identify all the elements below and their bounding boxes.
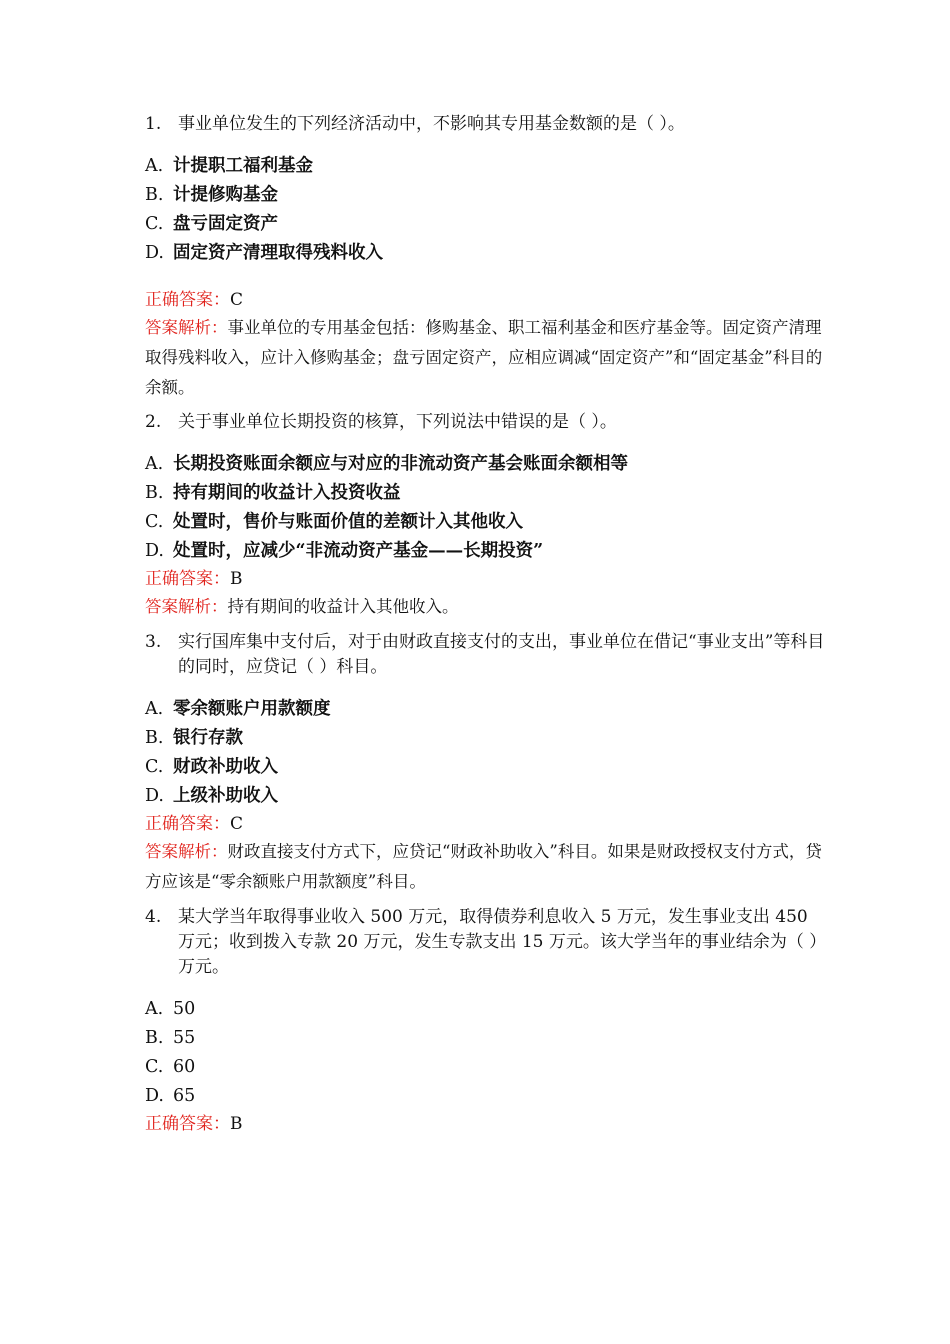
option-b: B. 持有期间的收益计入投资收益	[145, 483, 401, 503]
document-page	[145, 112, 825, 1137]
explanation-label: 答案解析：	[145, 842, 228, 861]
option-d: D. 固定资产清理取得残料收入	[145, 243, 383, 263]
answer-value: B	[230, 1114, 243, 1134]
answer-explanation	[145, 592, 825, 622]
question-block-2	[145, 410, 825, 622]
answer-value: B	[230, 569, 243, 589]
option-b: B. 银行存款	[145, 728, 243, 748]
correct-answer	[145, 1111, 825, 1137]
answer-explanation	[145, 837, 825, 897]
option-a: A. 50	[145, 999, 196, 1019]
option-b: B. 55	[145, 1028, 196, 1048]
correct-answer	[145, 811, 825, 837]
question-block-3	[145, 630, 825, 897]
option-d: D. 处置时，应减少“非流动资产基金——长期投资”	[145, 541, 544, 561]
question-block-1	[145, 112, 825, 403]
answer-explanation	[145, 313, 825, 403]
option-b: B. 计提修购基金	[145, 185, 278, 205]
option-a: A. 零余额账户用款额度	[145, 699, 331, 719]
question-text: 关于事业单位长期投资的核算，下列说法中错误的是（ ）。	[178, 412, 617, 432]
answer-label: 正确答案：	[145, 569, 230, 589]
option-a: A. 长期投资账面余额应与对应的非流动资产基会账面余额相等	[145, 454, 628, 474]
option-d: D. 上级补助收入	[145, 786, 278, 806]
question-text: 事业单位发生的下列经济活动中，不影响其专用基金数额的是（ ）。	[178, 114, 685, 134]
explanation-text: 持有期间的收益计入其他收入。	[227, 597, 459, 616]
option-a: A. 计提职工福利基金	[145, 156, 313, 176]
correct-answer	[145, 566, 825, 592]
question-stem	[145, 630, 825, 680]
option-c: C. 60	[145, 1057, 196, 1077]
option-c: C. 处置时，售价与账面价值的差额计入其他收入	[145, 512, 523, 532]
question-number: 4.	[145, 907, 162, 927]
question-stem	[145, 905, 825, 980]
answer-label: 正确答案：	[145, 1114, 230, 1134]
answer-value: C	[230, 290, 244, 310]
answer-value: C	[230, 814, 244, 834]
option-c: C. 盘亏固定资产	[145, 214, 278, 234]
option-d: D. 65	[145, 1086, 196, 1106]
question-text: 实行国库集中支付后，对于由财政直接支付的支出，事业单位在借记“事业支出”等科目的同时，应贷记（ ）科目。	[178, 632, 825, 677]
option-list	[145, 450, 825, 566]
question-number: 1.	[145, 114, 162, 134]
question-stem	[145, 112, 825, 137]
question-text: 某大学当年取得事业收入 500 万元，取得债券利息收入 5 万元，发生事业支出 450 万元；收到拨入专款 20 万元，发生专款支出 15 万元。该大学当年的事业结余为（ ）万元。	[178, 907, 818, 977]
explanation-text: 财政直接支付方式下，应贷记“财政补助收入”科目。如果是财政授权支付方式，贷方应该是“零余额账户用款额度”科目。	[145, 842, 822, 891]
option-list	[145, 995, 825, 1111]
explanation-text: 事业单位的专用基金包括：修购基金、职工福利基金和医疗基金等。固定资产清理取得残料收入，应计入修购基金；盘亏固定资产，应相应调减“固定资产”和“固定基金”科目的余额。	[145, 318, 823, 397]
explanation-label: 答案解析：	[145, 597, 228, 616]
question-number: 2.	[145, 412, 162, 432]
option-c: C. 财政补助收入	[145, 757, 278, 777]
option-list	[145, 695, 825, 811]
answer-label: 正确答案：	[145, 290, 230, 310]
explanation-label: 答案解析：	[145, 318, 228, 337]
question-number: 3.	[145, 632, 162, 652]
option-list	[145, 152, 825, 268]
correct-answer	[145, 287, 825, 313]
question-block-4	[145, 905, 825, 1137]
answer-label: 正确答案：	[145, 814, 230, 834]
question-stem	[145, 410, 825, 435]
